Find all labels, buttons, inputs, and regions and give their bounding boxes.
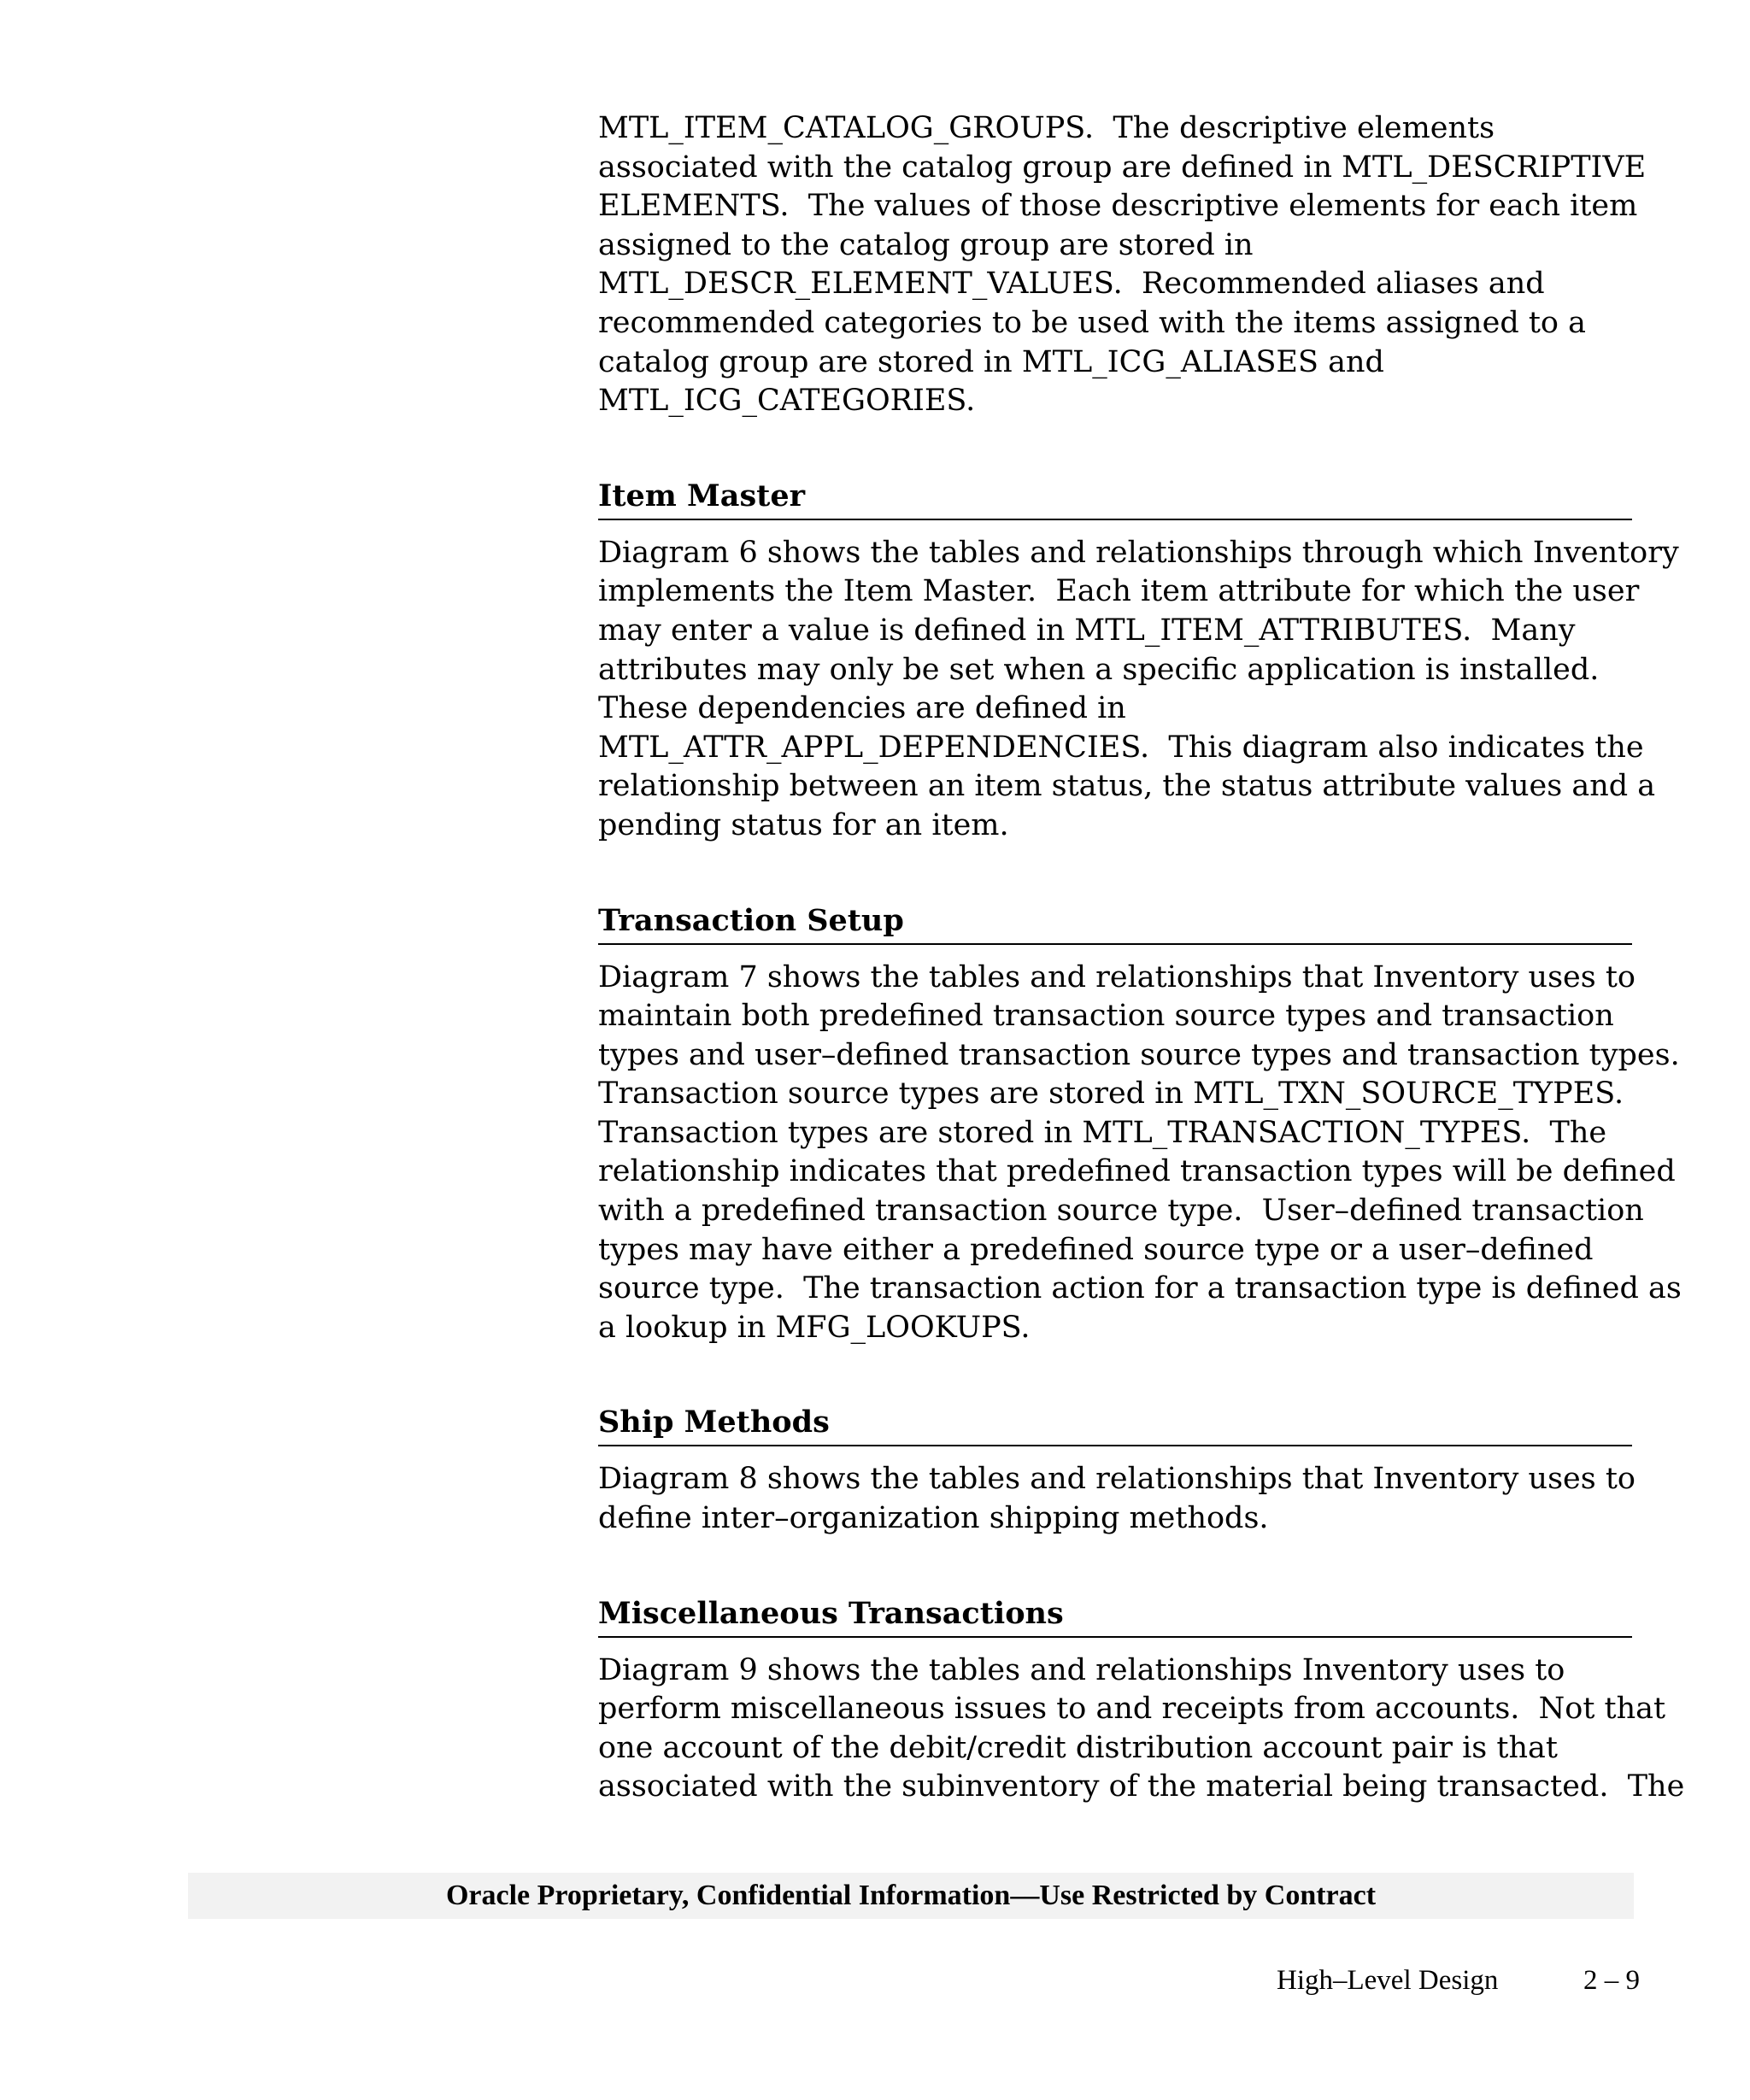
section-paragraph [598, 1460, 1635, 1538]
text-line: types may have either a predefined source type or a user–defined [598, 1232, 1594, 1267]
text-line: relationship between an item status, the status attribute values and a [598, 769, 1656, 804]
section-heading: Item Master [598, 478, 1632, 520]
section-gap [598, 1539, 1632, 1595]
text-line: MTL_ICG_CATEGORIES. [598, 384, 976, 419]
text-line: assigned to the catalog group are stored in [598, 227, 1254, 262]
text-line: may enter a value is defined in MTL_ITEM_ATTRIBUTES. Many [598, 613, 1576, 648]
confidentiality-notice: Oracle Proprietary, Confidential Information––Use Restricted by Contract [188, 1873, 1634, 1919]
text-line: define inter–organization shipping methods. [598, 1501, 1269, 1536]
running-footer-title: High–Level Design [1277, 1965, 1499, 1996]
text-line: Transaction source types are stored in MTL_TXN_SOURCE_TYPES. [598, 1076, 1624, 1112]
section-gap [598, 1347, 1632, 1404]
text-line: Diagram 6 shows the tables and relationships through which Inventory [598, 535, 1679, 570]
text-line: MTL_ATTR_APPL_DEPENDENCIES. This diagram also indicates the [598, 730, 1644, 765]
text-line: perform miscellaneous issues to and receipts from accounts. Not that [598, 1692, 1666, 1727]
text-line: associated with the subinventory of the material being transacted. The [598, 1769, 1685, 1804]
text-line: pending status for an item. [598, 807, 1009, 842]
text-line: with a predefined transaction source type. User–defined transaction [598, 1194, 1644, 1229]
text-line: MTL_DESCR_ELEMENT_VALUES. Recommended aliases and [598, 267, 1545, 302]
section-paragraph [598, 1651, 1685, 1807]
section-miscellaneous-transactions [598, 1595, 1685, 1807]
text-line: catalog group are stored in MTL_ICG_ALIASES and [598, 344, 1384, 379]
text-line: attributes may only be set when a specific application is installed. [598, 652, 1600, 687]
section-item-master [598, 478, 1679, 846]
text-line: These dependencies are defined in [598, 691, 1126, 726]
text-line: Diagram 8 shows the tables and relationships that Inventory uses to [598, 1462, 1635, 1497]
text-line: relationship indicates that predefined transaction types will be defined [598, 1154, 1676, 1189]
text-line: implements the Item Master. Each item attribute for which the user [598, 574, 1640, 609]
text-line: maintain both predefined transaction source types and transaction [598, 999, 1614, 1034]
section-heading: Transaction Setup [598, 902, 1632, 945]
section-transaction-setup [598, 902, 1682, 1348]
text-line: ELEMENTS. The values of those descriptive elements for each item [598, 189, 1638, 224]
section-heading: Miscellaneous Transactions [598, 1595, 1632, 1638]
section-paragraph [598, 959, 1682, 1348]
text-line: Diagram 7 shows the tables and relationships that Inventory uses to [598, 959, 1635, 994]
text-line: source type. The transaction action for a transaction type is defined as [598, 1271, 1682, 1306]
text-line: one account of the debit/credit distribution account pair is that [598, 1730, 1558, 1765]
text-line: types and user–defined transaction source types and transaction types. [598, 1037, 1680, 1072]
text-line: associated with the catalog group are defined in MTL_DESCRIPTIVE [598, 150, 1647, 185]
text-line: MTL_ITEM_CATALOG_GROUPS. The descriptive elements [598, 111, 1495, 145]
section-gap [598, 846, 1632, 902]
section-gap [598, 421, 1632, 478]
text-line: Diagram 9 shows the tables and relationships Inventory uses to [598, 1652, 1565, 1687]
intro-paragraph [598, 109, 1647, 421]
text-line: recommended categories to be used with the items assigned to a [598, 305, 1586, 340]
page-number: 2 – 9 [1583, 1965, 1640, 1996]
section-paragraph [598, 534, 1679, 846]
section-ship-methods [598, 1404, 1635, 1538]
section-heading: Ship Methods [598, 1404, 1632, 1446]
text-line: a lookup in MFG_LOOKUPS. [598, 1310, 1031, 1345]
document-body [598, 109, 1685, 1807]
text-line: Transaction types are stored in MTL_TRANSACTION_TYPES. The [598, 1115, 1607, 1150]
